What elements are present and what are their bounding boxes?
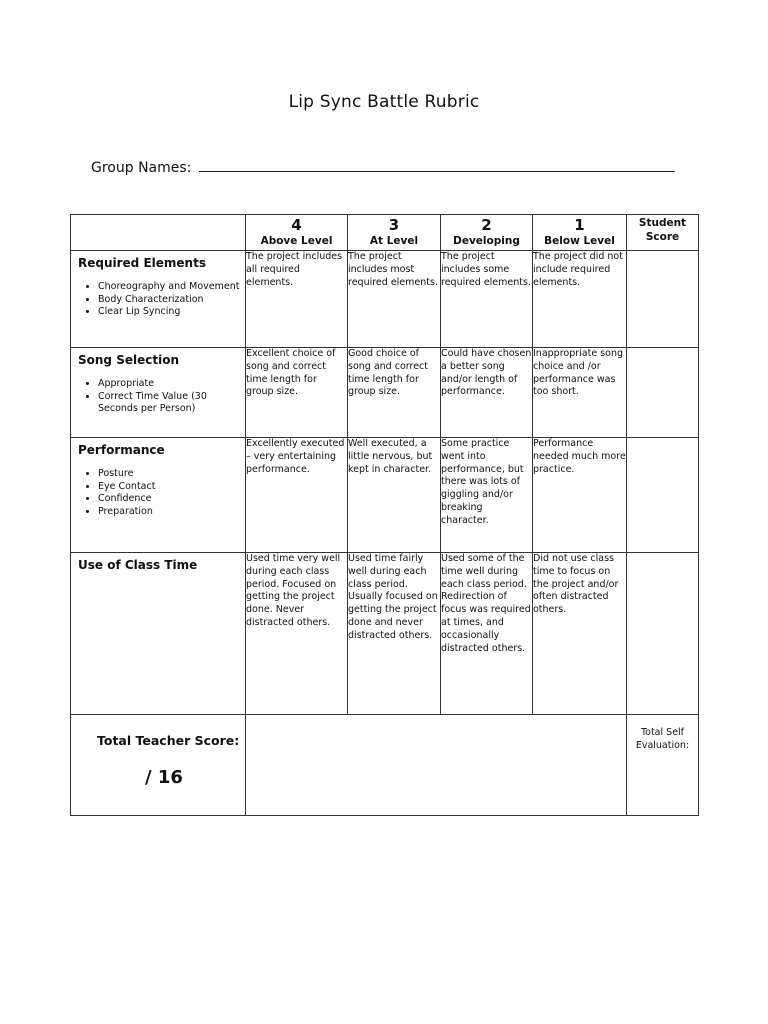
- descriptor-level-4: The project includes all required elements.: [246, 251, 348, 348]
- student-score-cell[interactable]: [627, 251, 699, 348]
- criterion-row-song-selection: [71, 348, 699, 438]
- criterion-row-performance: [71, 438, 699, 553]
- total-teacher-label: Total Teacher Score:: [97, 733, 240, 748]
- criterion-name: Performance: [78, 443, 165, 457]
- header-student-score: Student Score: [627, 215, 699, 251]
- total-teacher-score: / 16: [145, 767, 183, 788]
- descriptor-level-1: Inappropriate song choice and /or performance was too short.: [533, 348, 627, 438]
- descriptor-level-3: Good choice of song and correct time length for group size.: [348, 348, 441, 438]
- total-teacher-cell: [71, 715, 246, 816]
- header-row: [71, 215, 699, 251]
- bullet-item: • Choreography and Movement: [98, 281, 245, 294]
- header-level-1: [533, 215, 627, 251]
- level-label: Developing: [453, 235, 520, 247]
- descriptor-level-2: Some practice went into performance, but there was lots of giggling and/or breaking character.: [441, 438, 533, 553]
- criterion-cell: [71, 348, 246, 438]
- total-self-eval-cell[interactable]: [627, 715, 699, 816]
- header-level-4: [246, 215, 348, 251]
- level-label: At Level: [369, 235, 419, 247]
- bullet-item: • Appropriate: [98, 378, 245, 391]
- descriptor-level-4: Excellent choice of song and correct time length for group size.: [246, 348, 348, 438]
- criterion-bullets: [71, 468, 245, 519]
- bullet-item: • Preparation: [98, 506, 245, 519]
- criterion-cell: [71, 438, 246, 553]
- descriptor-level-1: Did not use class time to focus on the project and/or often distracted others.: [533, 553, 627, 715]
- total-self-eval-label: Total Self Evaluation:: [635, 727, 690, 751]
- level-points: 2: [481, 216, 492, 234]
- criterion-name: Use of Class Time: [78, 558, 198, 572]
- bullet-item: • Clear Lip Syncing: [98, 306, 245, 319]
- total-row: [71, 715, 699, 816]
- criterion-bullets: [71, 378, 245, 416]
- criterion-name: Required Elements: [78, 256, 206, 270]
- group-names-row: [91, 157, 675, 176]
- group-names-field[interactable]: [199, 157, 675, 172]
- header-level-3: [348, 215, 441, 251]
- criterion-cell: [71, 251, 246, 348]
- descriptor-level-3: Used time fairly well during each class period. Usually focused on getting the project done and never distracted others.: [348, 553, 441, 715]
- rubric-table: [70, 214, 699, 816]
- student-score-cell[interactable]: [627, 438, 699, 553]
- level-label: Below Level: [544, 235, 615, 247]
- criterion-bullets: [71, 281, 245, 319]
- level-points: 1: [574, 216, 585, 234]
- total-blank-cell[interactable]: [246, 715, 627, 816]
- descriptor-level-2: The project includes some required elements.: [441, 251, 533, 348]
- bullet-item: • Eye Contact: [98, 481, 245, 494]
- header-criteria-cell: [71, 215, 246, 251]
- bullet-item: • Confidence: [98, 493, 245, 506]
- header-level-2: [441, 215, 533, 251]
- bullet-item: • Body Characterization: [98, 294, 245, 307]
- level-points: 3: [388, 216, 400, 234]
- descriptor-level-4: Used time very well during each class period. Focused on getting the project done. Never distracted others.: [246, 553, 348, 715]
- student-score-cell[interactable]: [627, 553, 699, 715]
- level-points: 4: [291, 216, 302, 234]
- page-title: Lip Sync Battle Rubric: [288, 92, 480, 112]
- criterion-row-required-elements: [71, 251, 699, 348]
- descriptor-level-1: Performance needed much more practice.: [533, 438, 627, 553]
- descriptor-level-2: Used some of the time well during each class period. Redirection of focus was required at times, and occasionally distracted others.: [441, 553, 533, 715]
- group-names-label: Group Names:: [91, 160, 192, 176]
- descriptor-level-2: Could have chosen a better song and/or length of performance.: [441, 348, 533, 438]
- criterion-name: Song Selection: [78, 353, 179, 367]
- bullet-item: • Correct Time Value (30 Seconds per Person): [98, 391, 245, 416]
- level-label: Above Level: [260, 235, 333, 247]
- descriptor-level-3: The project includes most required elements.: [348, 251, 441, 348]
- descriptor-level-4: Excellently executed – very entertaining performance.: [246, 438, 348, 553]
- descriptor-level-3: Well executed, a little nervous, but kept in character.: [348, 438, 441, 553]
- descriptor-level-1: The project did not include required elements.: [533, 251, 627, 348]
- student-score-cell[interactable]: [627, 348, 699, 438]
- criterion-row-use-of-class-time: [71, 553, 699, 715]
- bullet-item: • Posture: [98, 468, 245, 481]
- criterion-cell: [71, 553, 246, 715]
